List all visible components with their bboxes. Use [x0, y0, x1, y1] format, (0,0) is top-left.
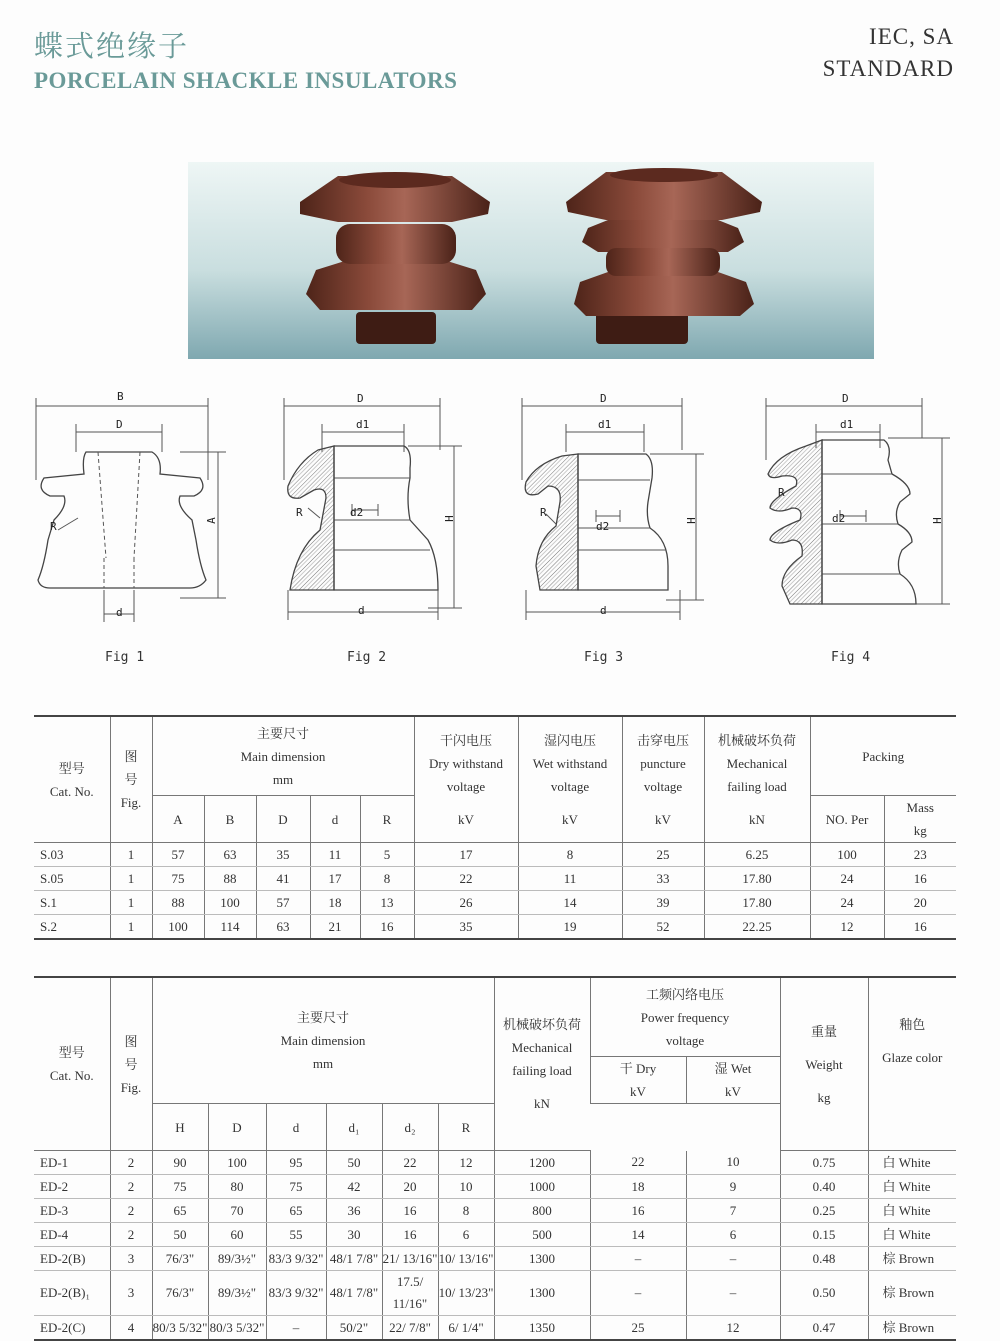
table-cell: 89/3½"	[208, 1271, 266, 1316]
fig-2-dim-R: R	[296, 506, 303, 519]
cat-no-cell: S.2	[34, 915, 110, 940]
header2-cat-en: Cat. No.	[49, 1068, 94, 1083]
header-dry-unit: kV	[458, 811, 474, 827]
table-cell: 11	[310, 843, 360, 867]
fig-2-dim-D: D	[357, 392, 364, 405]
header-mech-cn: 机械破坏负荷	[717, 732, 796, 748]
header-fig-en: Fig.	[120, 795, 142, 810]
header2-mech-cn: 机械破坏负荷	[502, 1017, 581, 1032]
header-cat-cn: 型号	[58, 760, 85, 776]
table-cell: 17.80	[704, 867, 810, 891]
table-cell: 80/3 5/32"	[208, 1316, 266, 1341]
table-cell: 21	[310, 915, 360, 940]
table-cell: 17	[310, 867, 360, 891]
table-cell: 33	[622, 867, 704, 891]
table-cell: 22/ 7/8"	[382, 1316, 438, 1341]
header-dry-en2: voltage	[446, 778, 486, 794]
table-row	[34, 867, 956, 891]
standard-line-1: IEC, SA	[869, 24, 954, 49]
table-cell: –	[590, 1271, 686, 1316]
table-cell: 2	[110, 1175, 152, 1199]
table-cell: 30	[326, 1223, 382, 1247]
header-wet-en1: Wet withstand	[532, 755, 608, 771]
fig-1-dim-d: d	[116, 606, 123, 619]
table-cell: 26	[414, 891, 518, 915]
glaze-cell: 棕 Brown	[868, 1247, 956, 1271]
glaze-cell: 白 White	[868, 1175, 956, 1199]
fig-4-dim-D: D	[842, 392, 849, 405]
header-mech	[704, 716, 810, 843]
header2-weight-unit: kg	[817, 1089, 831, 1105]
header2-sub-2: d	[266, 1104, 326, 1151]
table-cell: 88	[152, 891, 204, 915]
table-cell: 0.50	[780, 1271, 868, 1316]
title-english: PORCELAIN SHACKLE INSULATORS	[34, 68, 458, 93]
header-mech-unit: kN	[749, 811, 765, 827]
header2-glaze-cn: 釉色	[899, 1017, 926, 1032]
table-cell: 35	[256, 843, 310, 867]
fig-3-dim-R: R	[540, 506, 547, 519]
table-cell: 500	[494, 1223, 590, 1247]
table-cell: 20	[884, 891, 956, 915]
header2-mech	[494, 977, 590, 1151]
table-cell: 2	[110, 1223, 152, 1247]
table-cell: –	[266, 1316, 326, 1341]
header-sub-B: B	[204, 796, 256, 843]
header2-sub-1: D	[208, 1104, 266, 1151]
table-cell: 1	[110, 843, 152, 867]
header-sub-R: R	[360, 796, 414, 843]
table-cell: 23	[884, 843, 956, 867]
table-cell: 17.5/ 11/16"	[382, 1271, 438, 1316]
fig-4-dim-H: H	[930, 517, 944, 524]
header2-cat	[34, 977, 110, 1151]
header-dry-cn: 干闪电压	[439, 732, 492, 748]
table-cell: 22	[590, 1151, 686, 1175]
table-row	[34, 1199, 956, 1223]
header2-main-en: Main dimension	[280, 1033, 366, 1048]
table-cell: 1300	[494, 1247, 590, 1271]
cat-no-cell: ED-2(B)	[34, 1247, 110, 1271]
header2-fig	[110, 977, 152, 1151]
table-row	[34, 1151, 956, 1175]
table-cell: 50	[326, 1151, 382, 1175]
table-cell: 1300	[494, 1271, 590, 1316]
table-row	[34, 1316, 956, 1341]
table-cell: 1200	[494, 1151, 590, 1175]
table-cell: 88	[204, 867, 256, 891]
table-cell: 22	[414, 867, 518, 891]
standard-line-2: STANDARD	[822, 56, 954, 81]
header2-main-dim	[152, 977, 494, 1104]
glaze-cell: 棕 Brown	[868, 1271, 956, 1316]
header2-glaze	[868, 977, 956, 1151]
header-mass-unit: kg	[913, 823, 927, 838]
header-mass	[884, 796, 956, 843]
table-cell: 14	[518, 891, 622, 915]
table-cell: 1350	[494, 1316, 590, 1341]
table-cell: 50/2"	[326, 1316, 382, 1341]
header2-fig-en: Fig.	[120, 1079, 142, 1095]
table-cell: 3	[110, 1247, 152, 1271]
table-cell: –	[686, 1271, 780, 1316]
table-cell: 0.47	[780, 1316, 868, 1341]
header-wet	[518, 716, 622, 843]
table-cell: 6	[686, 1223, 780, 1247]
table-cell: 48/1 7/8"	[326, 1271, 382, 1316]
cat-no-cell: ED-1	[34, 1151, 110, 1175]
header2-main-cn: 主要尺寸	[296, 1010, 349, 1025]
header-main-dim	[152, 716, 414, 796]
cat-no-cell: S.05	[34, 867, 110, 891]
table-cell: 16	[884, 915, 956, 940]
table-cell: 80/3 5/32"	[152, 1316, 208, 1341]
table-cell: 2	[110, 1151, 152, 1175]
header-wet-unit: kV	[562, 811, 578, 827]
table-cell: 8	[518, 843, 622, 867]
table-cell: 35	[414, 915, 518, 940]
table-cell: 21/ 13/16"	[382, 1247, 438, 1271]
table-cell: 50	[152, 1223, 208, 1247]
table-cell: 25	[622, 843, 704, 867]
fig-2-dim-d: d	[358, 604, 365, 617]
fig-3-dim-H: H	[684, 517, 698, 524]
table-cell: 13	[360, 891, 414, 915]
glaze-cell: 白 White	[868, 1223, 956, 1247]
header-no-per: NO. Per	[810, 796, 884, 843]
fig-2-dim-d2: d2	[350, 506, 364, 519]
cat-no-cell: ED-2	[34, 1175, 110, 1199]
table-cell: 39	[622, 891, 704, 915]
table-cell: 18	[310, 891, 360, 915]
table-cell: 1	[110, 915, 152, 940]
fig-3-dim-d2: d2	[596, 520, 610, 533]
glaze-cell: 白 White	[868, 1199, 956, 1223]
header2-wet	[686, 1057, 780, 1104]
table-cell: 17.80	[704, 891, 810, 915]
header2-glaze-en: Glaze color	[882, 1050, 943, 1065]
table-cell: 6/ 1/4"	[438, 1316, 494, 1341]
table-cell: 100	[204, 891, 256, 915]
header2-dry	[590, 1057, 686, 1104]
table-cell: 83/3 9/32"	[266, 1247, 326, 1271]
table-cell: 100	[152, 915, 204, 940]
header2-dry-label: 干 Dry	[619, 1061, 657, 1076]
table-cell: 1	[110, 891, 152, 915]
table-cell: –	[686, 1247, 780, 1271]
table-cell: 65	[266, 1199, 326, 1223]
table-cell: 75	[152, 867, 204, 891]
fig-4-dim-d2: d2	[832, 512, 846, 525]
table-cell: 16	[884, 867, 956, 891]
table-cell: 14	[590, 1223, 686, 1247]
cat-no-cell: ED-2(C)	[34, 1316, 110, 1341]
glaze-cell: 白 White	[868, 1151, 956, 1175]
table-cell: 100	[208, 1151, 266, 1175]
table-row	[34, 891, 956, 915]
header2-weight-cn: 重量	[810, 1023, 837, 1039]
table-cell: 22.25	[704, 915, 810, 940]
table-row	[34, 1271, 956, 1316]
fig-4-label: Fig 4	[831, 650, 871, 665]
table-cell: 63	[256, 915, 310, 940]
header-fig-cn2: 号	[124, 772, 138, 787]
header2-mech-en2: failing load	[512, 1063, 572, 1078]
table-cell: 4	[110, 1316, 152, 1341]
table-cell: 0.40	[780, 1175, 868, 1199]
table-cell: 24	[810, 891, 884, 915]
table-cell: 0.75	[780, 1151, 868, 1175]
fig-3-dim-D: D	[600, 392, 607, 405]
table-cell: 10/ 13/23"	[438, 1271, 494, 1316]
table-cell: 16	[382, 1199, 438, 1223]
cat-no-cell: ED-3	[34, 1199, 110, 1223]
table-cell: 100	[810, 843, 884, 867]
table-cell: 63	[204, 843, 256, 867]
header2-wet-unit: kV	[725, 1084, 741, 1099]
table-cell: 83/3 9/32"	[266, 1271, 326, 1316]
product-photo	[188, 162, 874, 359]
header-mech-en1: Mechanical	[726, 755, 788, 771]
table-cell: 75	[152, 1175, 208, 1199]
header-puncture	[622, 716, 704, 843]
table-row	[34, 1247, 956, 1271]
header2-mech-en1: Mechanical	[511, 1040, 573, 1055]
header2-sub-4: d₂	[382, 1104, 438, 1151]
header2-mech-unit: kN	[534, 1096, 550, 1111]
table-cell: 48/1 7/8"	[326, 1247, 382, 1271]
fig-4-dim-d1: d1	[840, 418, 854, 431]
table-cell: 16	[590, 1199, 686, 1223]
title-chinese: 蝶式绝缘子	[34, 29, 190, 63]
cat-no-cell: ED-4	[34, 1223, 110, 1247]
table-cell: 1000	[494, 1175, 590, 1199]
header-punc-en2: voltage	[643, 778, 683, 794]
table-cell: 6.25	[704, 843, 810, 867]
table-row	[34, 1175, 956, 1199]
header-cat-en: Cat. No.	[49, 783, 94, 799]
table-cell: 60	[208, 1223, 266, 1247]
header2-fig-cn2: 号	[124, 1056, 138, 1072]
table-cell: 17	[414, 843, 518, 867]
glaze-cell: 棕 Brown	[868, 1316, 956, 1341]
fig-2-drawing	[278, 390, 478, 630]
table-cell: 19	[518, 915, 622, 940]
fig-2-dim-d1: d1	[356, 418, 370, 431]
header-cat	[34, 716, 110, 843]
header2-fig-cn1: 图	[124, 1033, 138, 1049]
table-cell: 20	[382, 1175, 438, 1199]
table-row	[34, 915, 956, 940]
table-row	[34, 1223, 956, 1247]
table-cell: –	[590, 1247, 686, 1271]
table-cell: 18	[590, 1175, 686, 1199]
table-cell: 8	[438, 1199, 494, 1223]
header-main-en: Main dimension	[240, 748, 326, 764]
table-cell: 10	[686, 1151, 780, 1175]
table-row	[34, 843, 956, 867]
header-main-unit: mm	[272, 771, 294, 787]
table-cell: 0.48	[780, 1247, 868, 1271]
header-fig	[110, 716, 152, 843]
header-wet-en2: voltage	[550, 778, 590, 794]
table-cell: 65	[152, 1199, 208, 1223]
header-mass-label: Mass	[906, 800, 934, 815]
table-cell: 95	[266, 1151, 326, 1175]
cat-no-cell: ED-2(B)₁	[34, 1271, 110, 1316]
header2-power-freq	[590, 977, 780, 1057]
table-cell: 5	[360, 843, 414, 867]
table-cell: 114	[204, 915, 256, 940]
table-cell: 7	[686, 1199, 780, 1223]
table-cell: 8	[360, 867, 414, 891]
header-main-cn: 主要尺寸	[256, 725, 309, 741]
table-cell: 24	[810, 867, 884, 891]
header2-main-unit: mm	[312, 1056, 334, 1071]
fig-1-drawing	[30, 390, 230, 630]
table-cell: 55	[266, 1223, 326, 1247]
header-sub-D: D	[256, 796, 310, 843]
header-punc-cn: 击穿电压	[636, 732, 689, 748]
table-cell: 57	[152, 843, 204, 867]
fig-3-dim-d: d	[600, 604, 607, 617]
fig-2-dim-H: H	[442, 515, 456, 522]
header2-weight	[780, 977, 868, 1151]
header-punc-unit: kV	[655, 811, 671, 827]
table-cell: 12	[810, 915, 884, 940]
table-cell: 16	[360, 915, 414, 940]
table-cell: 2	[110, 1199, 152, 1223]
fig-2-label: Fig 2	[347, 650, 387, 665]
table-cell: 16	[382, 1223, 438, 1247]
table-cell: 6	[438, 1223, 494, 1247]
header-fig-cn1: 图	[124, 749, 138, 764]
spec-table-ed-series	[34, 976, 956, 1341]
table-cell: 9	[686, 1175, 780, 1199]
table-cell: 10	[438, 1175, 494, 1199]
header2-pf-en1: Power frequency	[640, 1009, 730, 1025]
header2-sub-5: R	[438, 1104, 494, 1151]
header2-pf-cn: 工频闪络电压	[645, 986, 724, 1002]
fig-1-dim-B: B	[117, 390, 124, 403]
header2-pf-en2: voltage	[665, 1032, 705, 1048]
table-cell: 76/3"	[152, 1271, 208, 1316]
header-mech-en2: failing load	[727, 778, 787, 794]
header-sub-A: A	[152, 796, 204, 843]
fig-1-dim-D: D	[116, 418, 123, 431]
fig-3-label: Fig 3	[584, 650, 624, 665]
header-wet-cn: 湿闪电压	[543, 732, 596, 748]
fig-1-dim-R: R	[50, 520, 57, 533]
header-dry-en1: Dry withstand	[428, 755, 504, 771]
fig-1-dim-A: A	[204, 517, 218, 524]
table-cell: 57	[256, 891, 310, 915]
header-punc-en1: puncture	[640, 755, 686, 771]
cat-no-cell: S.1	[34, 891, 110, 915]
table-cell: 12	[686, 1316, 780, 1341]
table-cell: 42	[326, 1175, 382, 1199]
table-cell: 36	[326, 1199, 382, 1223]
table-cell: 1	[110, 867, 152, 891]
header2-weight-en: Weight	[805, 1056, 843, 1072]
header2-sub-3: d₁	[326, 1104, 382, 1151]
header2-sub-0: H	[152, 1104, 208, 1151]
header-sub-d: d	[310, 796, 360, 843]
table-cell: 12	[438, 1151, 494, 1175]
table-cell: 800	[494, 1199, 590, 1223]
fig-3-dim-d1: d1	[598, 418, 612, 431]
table-cell: 90	[152, 1151, 208, 1175]
spec-table-s-series	[34, 715, 956, 940]
table-cell: 10/ 13/16"	[438, 1247, 494, 1271]
header-packing: Packing	[810, 716, 956, 796]
table-cell: 80	[208, 1175, 266, 1199]
table-cell: 52	[622, 915, 704, 940]
header2-dry-unit: kV	[630, 1084, 646, 1099]
table-cell: 3	[110, 1271, 152, 1316]
header-dry	[414, 716, 518, 843]
table-cell: 41	[256, 867, 310, 891]
table-cell: 75	[266, 1175, 326, 1199]
table-cell: 89/3½"	[208, 1247, 266, 1271]
fig-4-drawing	[760, 390, 960, 630]
fig-1-label: Fig 1	[105, 650, 145, 665]
header2-cat-cn: 型号	[58, 1045, 85, 1060]
table-cell: 25	[590, 1316, 686, 1341]
table-cell: 22	[382, 1151, 438, 1175]
fig-4-dim-R: R	[778, 486, 785, 499]
table-cell: 76/3"	[152, 1247, 208, 1271]
header2-wet-label: 湿 Wet	[714, 1061, 752, 1076]
table-cell: 11	[518, 867, 622, 891]
table-cell: 0.15	[780, 1223, 868, 1247]
cat-no-cell: S.03	[34, 843, 110, 867]
table-cell: 70	[208, 1199, 266, 1223]
table-cell: 0.25	[780, 1199, 868, 1223]
